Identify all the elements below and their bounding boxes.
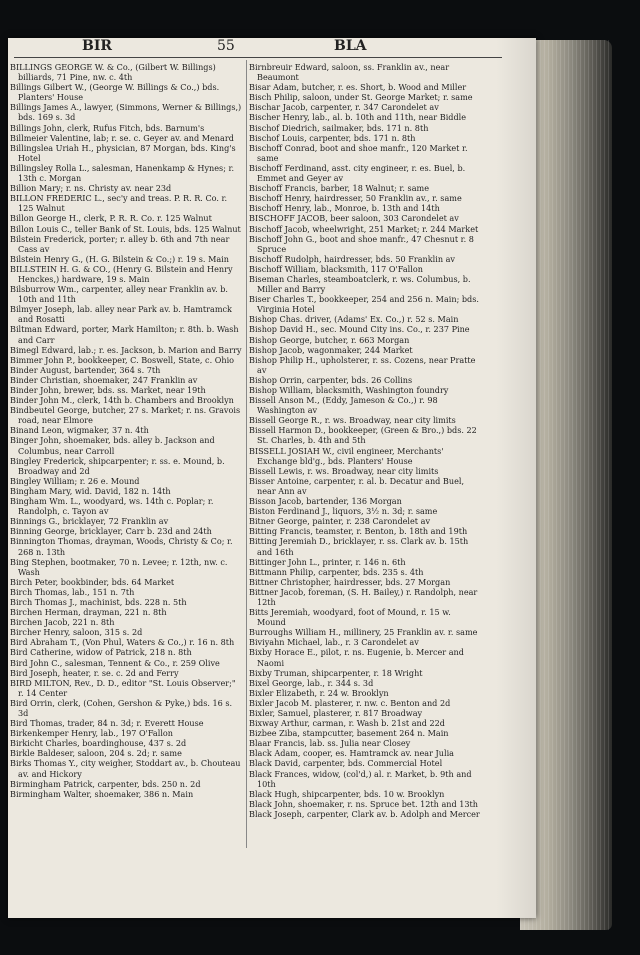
directory-entry: Bissell Lewis, r. ws. Broadway, near city limits <box>249 465 439 476</box>
directory-entry: Bishop Orrin, carpenter, bds. 26 Collins <box>249 374 413 385</box>
directory-entry: Billingslea Uriah H., physician, 87 Morgan, bds. King's Hotel <box>10 142 236 163</box>
directory-entry: Bimegl Edward, lab.; r. es. Jackson, b. Marion and Barry <box>10 344 242 355</box>
directory-entry: Bittner Christopher, hairdresser, bds. 27 Morgan <box>249 576 451 587</box>
header-rule <box>14 57 502 58</box>
directory-entry: Bing Stephen, bootmaker, 70 n. Levee; r. 12th, nw. c. Wash <box>10 556 228 577</box>
directory-entry: Bishop David H., sec. Mound City ins. Co., r. 237 Pine <box>249 324 470 335</box>
directory-entry: Birmingham Walter, shoemaker, 386 n. Main <box>10 788 194 799</box>
directory-entry: Bird Catherine, widow of Patrick, 218 n. 8th <box>10 647 192 658</box>
directory-entry: Black David, carpenter, bds. Commercial Hotel <box>249 758 443 769</box>
directory-entry: Biviyahn Michael, lab., r. 3 Carondelet av <box>249 637 419 648</box>
directory-entry: Bilstein Henry G., (H. G. Bilstein & Co.;) r. 19 s. Main <box>10 253 229 264</box>
directory-entry: Bitner George, painter, r. 238 Carondelet av <box>249 516 431 527</box>
directory-entry: Binning George, bricklayer, Carr b. 23d and 24th <box>10 526 212 537</box>
directory-entry: Binder Christian, shoemaker, 247 Franklin av <box>10 374 198 385</box>
directory-entry: Bishop Philip H., upholsterer, r. ss. Cozens, near Pratte av <box>249 354 476 375</box>
directory-entry: Bischer Henry, lab., al. b. 10th and 11th, near Biddle <box>249 112 467 123</box>
directory-entry: Bird Thomas, trader, 84 n. 3d; r. Everett House <box>10 718 204 729</box>
directory-entry: Bissell Harmon D., bookkeeper, (Green & Bro.,) bds. 22 St. Charles, b. 4th and 5th <box>249 425 477 446</box>
directory-entry: Binder John, brewer, bds. ss. Market, near 19th <box>10 385 206 395</box>
directory-entry: Bitting Francis, teamster, r. Benton, b. 18th and 19th <box>249 526 468 537</box>
directory-entry: Bixway Arthur, carman, r. Wash b. 21st and 22d <box>249 718 445 729</box>
directory-entry: Bitting Jeremiah D., bricklayer, r. ss. Clark av. b. 15th and 16th <box>249 536 469 557</box>
directory-entry: Bischoff Francis, barber, 18 Walnut; r. same <box>249 183 429 194</box>
directory-entry: Bird John C., salesman, Tennent & Co., r. 259 Olive <box>10 657 220 668</box>
directory-entry: BISSELL JOSIAH W., civil engineer, Merchants' Exchange bld'g., bds. Planters' House <box>249 445 444 466</box>
directory-entry: Birch Peter, bookbinder, bds. 64 Market <box>10 576 175 587</box>
directory-entry: Billion Mary; r. ns. Christy av. near 23d <box>10 183 172 194</box>
directory-entry: Bishop William, blacksmith, Washington foundry <box>249 385 449 395</box>
directory-entry: Birchen Jacob, 221 n. 8th <box>10 617 115 628</box>
directory-entry: Billings James A., lawyer, (Simmons, Werner & Billings,) bds. 169 s. 3d <box>10 102 242 123</box>
directory-entry: Billings John, clerk, Rufus Fitch, bds. Barnum's <box>10 122 205 133</box>
directory-entry: Black Adam, cooper, es. Hamtramck av. near Julia <box>249 748 455 759</box>
directory-entry: Bischoff John G., boot and shoe manfr., 47 Chesnut r. 8 Spruce <box>249 233 474 254</box>
directory-entry: Bischoff Rudolph, hairdresser, bds. 50 Franklin av <box>249 253 455 264</box>
directory-entry: Birkle Baldeser, saloon, 204 s. 2d; r. same <box>10 748 182 759</box>
directory-entry: Biseman Charles, steamboatclerk, r. ws. Columbus, b. Miller and Barry <box>249 273 471 295</box>
directory-entry: Bisson Jacob, bartender, 136 Morgan <box>249 496 402 507</box>
directory-entry: Bindbeutel George, butcher, 27 s. Market; r. ns. Gravois road, near Elmore <box>10 405 241 426</box>
directory-entry: Birkenkemper Henry, lab., 197 O'Fallon <box>10 728 174 739</box>
directory-entry: Bischoff Jacob, wheelwright, 251 Market; r. 244 Market <box>249 223 479 234</box>
directory-entry: Binnington Thomas, drayman, Woods, Christy & Co; r. 268 n. 13th <box>10 536 233 557</box>
directory-entry: Bilsburrow Wm., carpenter, alley near Franklin av. b. 10th and 11th <box>10 284 229 305</box>
directory-entry: Bingham Mary, wid. David, 182 n. 14th <box>10 485 171 496</box>
directory-entry: Bischoff Henry, hairdresser, 50 Franklin av., r. same <box>249 193 462 204</box>
right-column <box>249 62 482 819</box>
directory-entry: Binnings G., bricklayer, 72 Franklin av <box>10 516 169 527</box>
header-right-guide-word: BLA <box>334 38 367 54</box>
directory-entry: Bird Orrin, clerk, (Cohen, Gershon & Pyke,) bds. 16 s. 3d <box>10 697 233 718</box>
column-divider <box>246 60 247 848</box>
directory-entry: Bischar Jacob, carpenter, r. 347 Carondelet av <box>249 102 439 113</box>
directory-entry: Bird Abraham T., (Von Phul, Waters & Co.,) r. 16 n. 8th <box>10 637 235 648</box>
directory-entry: Birch Thomas, lab., 151 n. 7th <box>10 586 135 597</box>
directory-entry: Bircher Henry, saloon, 315 s. 2d <box>10 627 143 638</box>
directory-entry: Birnbreuir Edward, saloon, ss. Franklin av., near Beaumont <box>249 62 450 83</box>
directory-entry: Bishop Jacob, wagonmaker, 244 Market <box>249 344 413 355</box>
directory-entry: Burroughs William H., millinery, 25 Franklin av. r. same <box>249 627 478 638</box>
directory-entry: Black Hugh, shipcarpenter, bds. 10 w. Brooklyn <box>249 788 445 799</box>
directory-entry: Birks Thomas Y., city weigher, Stoddart av., b. Chouteau av. and Hickory <box>10 758 241 779</box>
directory-entry: Billmeier Valentine, lab; r. se. c. Geyer av. and Menard <box>10 132 234 143</box>
directory-entry: Bixby Horace E., pilot, r. ns. Eugenie, b. Mercer and Naomi <box>249 647 464 668</box>
page-number: 55 <box>217 38 235 54</box>
directory-entry: Bixler Elizabeth, r. 24 w. Brooklyn <box>249 687 389 698</box>
directory-entry: Birchen Herman, drayman, 221 n. 8th <box>10 607 167 618</box>
directory-entry: Bisser Antoine, carpenter, r. al. b. Decatur and Buel, near Ann av <box>249 475 465 496</box>
directory-entry: Birch Thomas J., machinist, bds. 228 n. 5th <box>10 596 187 607</box>
directory-entry: Bingley Frederick, shipcarpenter; r. ss. e. Mound, b. Broadway and 2d <box>10 455 225 476</box>
directory-entry: BILLSTEIN H. G. & CO., (Henry G. Bilstein and Henry Henckes,) hardware, 19 s. Main <box>10 263 233 284</box>
directory-entry: Bilstein Frederick, porter; r. alley b. 6th and 7th near Cass av <box>10 233 230 254</box>
directory-entry: Bishop Chas. driver, (Adams' Ex. Co.,) r. 52 s. Main <box>249 314 459 325</box>
directory-entry: Bitts Jeremiah, woodyard, foot of Mound, r. 15 w. Mound <box>249 607 451 628</box>
directory-entry: Bixler, Samuel, plasterer, r. 817 Broadway <box>249 708 423 718</box>
directory-entry: Binger John, shoemaker, bds. alley b. Jackson and Columbus, near Carroll <box>10 435 215 456</box>
directory-entry: Binder August, bartender, 364 s. 7th <box>10 364 161 375</box>
directory-entry: Birkicht Charles, boardinghouse, 437 s. 2d <box>10 738 187 749</box>
directory-entry: Black Frances, widow, (col'd,) al. r. Market, b. 9th and 10th <box>249 768 472 789</box>
directory-entry: Biltman Edward, porter, Mark Hamilton; r. 8th. b. Wash and Carr <box>10 324 239 345</box>
directory-entry: Bischoff Henry, lab., Monroe, b. 13th and 14th <box>249 203 440 214</box>
directory-entry: Bixler Jacob M. plasterer, r. nw. c. Benton and 2d <box>249 697 451 708</box>
directory-entry: Binder John M., clerk, 14th b. Chambers and Brooklyn <box>10 395 234 406</box>
directory-entry: Binand Leon, wigmaker, 37 n. 4th <box>10 425 149 436</box>
directory-entry: Bishop George, butcher, r. 663 Morgan <box>249 334 410 345</box>
directory-entry: Bischoff William, blacksmith, 117 O'Fallon <box>249 263 423 274</box>
directory-entry: Bittner Jacob, foreman, (S. H. Bailey,) r. Randolph, near 12th <box>249 586 478 607</box>
page-header <box>82 38 392 58</box>
directory-entry: Billings Gilbert W., (George W. Billings & Co.,) bds. Planters' House <box>10 82 220 103</box>
directory-entry: Bissell George R., r. ws. Broadway, near city limits <box>249 415 456 426</box>
directory-entry: Biser Charles T., bookkeeper, 254 and 256 n. Main; bds. Virginia Hotel <box>249 294 479 315</box>
directory-entry: Black Joseph, carpenter, Clark av. b. Adolph and Mercer <box>249 808 480 819</box>
directory-entry: Bingley William; r. 26 e. Mound <box>10 475 140 486</box>
directory-entry: Bird Joseph, heater, r. se. c. 2d and Ferry <box>10 667 179 678</box>
directory-entry: Bischof Diedrich, sailmaker, bds. 171 n. 8th <box>249 122 429 133</box>
directory-entry: Bingham Wm. L., woodyard, ws. 14th c. Poplar; r. Randolph, c. Tayon av <box>10 496 214 517</box>
directory-entry: BISCHOFF JACOB, beer saloon, 303 Carondelet av <box>249 213 459 224</box>
left-column <box>10 62 243 799</box>
directory-entry: Billon Louis C., teller Bank of St. Louis, bds. 125 Walnut <box>10 223 241 234</box>
directory-entry: BIRD MILTON, Rev., D. D., editor "St. Louis Observer;" r. 14 Center <box>10 677 236 698</box>
directory-entry: Bixby Truman, shipcarpenter, r. 18 Wright <box>249 667 423 678</box>
directory-entry: BILLINGS GEORGE W. & Co., (Gilbert W. Billings) billiards, 71 Pine, nw. c. 4th <box>10 62 216 83</box>
directory-entry: Bittmann Philip, carpenter, bds. 235 s. 4th <box>249 566 424 577</box>
directory-entry: Billon George H., clerk, P. R. R. Co. r. 125 Walnut <box>10 213 212 224</box>
directory-entry: Black John, shoemaker, r. ns. Spruce bet. 12th and 13th <box>249 798 479 809</box>
directory-entry: Bizbee Ziba, stampcutter, basement 264 n. Main <box>249 728 449 739</box>
directory-entry: Bischoff Conrad, boot and shoe manfr., 120 Market r. same <box>249 142 468 163</box>
directory-entry: Bisar Adam, butcher, r. es. Short, b. Wood and Miller <box>249 82 467 93</box>
directory-entry: Bischof Louis, carpenter, bds. 171 n. 8th <box>249 132 416 143</box>
directory-entry: Biston Ferdinand J., liquors, 3½ n. 3d; r. same <box>249 506 438 517</box>
directory-entry: BILLON FREDERIC L., sec'y and treas. P. R. R. Co. r. 125 Walnut <box>10 193 228 214</box>
directory-entry: Bisch Philip, saloon, under St. George Market; r. same <box>249 92 473 103</box>
directory-entry: Bilmyer Joseph, lab. alley near Park av. b. Hamtramck and Rosatti <box>10 304 232 325</box>
directory-entry: Birmingham Patrick, carpenter, bds. 250 n. 2d <box>10 778 201 789</box>
directory-entry: Bimmer John P., bookkeeper, C. Boswell, State, c. Ohio <box>10 354 235 365</box>
directory-entry: Blaar Francis, lab. ss. Julia near Closey <box>249 738 411 749</box>
directory-entry: Bixel George, lab., r. 344 s. 3d <box>249 677 374 688</box>
header-left-guide-word: BIR <box>82 38 113 54</box>
directory-entry: Bissell Anson M., (Eddy, Jameson & Co.,) r. 98 Washington av <box>249 395 438 416</box>
directory-entry: Billingsley Rolla L., salesman, Hanenkamp & Hynes; r. 13th c. Morgan <box>10 162 235 184</box>
directory-entry: Bittinger John L., printer, r. 146 n. 6th <box>249 556 406 567</box>
directory-entry: Bischoff Ferdinand, asst. city engineer, r. es. Buel, b. Emmet and Geyer av <box>249 162 466 184</box>
